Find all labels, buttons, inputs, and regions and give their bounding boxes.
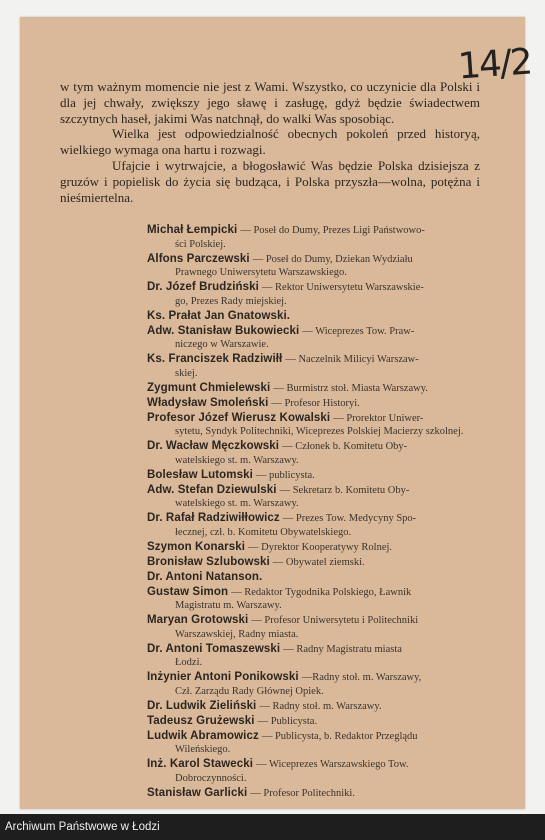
signatory-description: — Profesor Historyi. — [271, 397, 360, 409]
signatory-description: — Burmistrz stoł. Miasta Warszawy. — [273, 382, 428, 394]
signatory-name: Władysław Smoleński — [147, 396, 269, 409]
signatory-description: — Radny stoł. m. Warszawy. — [259, 700, 382, 712]
signatory-description: — Publicysta, b. Redaktor Przeglądu — [261, 730, 418, 742]
signatory-description: — Profesor Politechniki. — [250, 787, 355, 799]
signatory-description-continued: Warszawskiej, Radny miasta. — [175, 628, 299, 640]
signatory-description: — Obywatel ziemski. — [272, 556, 365, 568]
signatory-name: Adw. Stanisław Bukowiecki — [147, 324, 300, 337]
signatory — [147, 757, 487, 785]
signatory — [147, 280, 487, 308]
signatory-name: Dr. Wacław Męczkowski — [147, 440, 280, 452]
signatory-name: Adw. Stefan Dziewulski — [147, 483, 277, 496]
signatory — [147, 352, 487, 380]
signatory-name: Dr. Rafał Radziwiłłowicz — [147, 512, 280, 524]
signatory-name: Dr. Józef Brudziński — [147, 281, 259, 293]
signatory-description: — Członek b. Komitetu Oby- — [282, 441, 408, 452]
signatory-description: — Naczelnik Milicyi Warszaw- — [285, 354, 419, 365]
intro-paragraph: Ufajcie i wytrwajcie, a błogosławić Was będzie Polska dzisiejsza z gruzów i popielisk do życia się budząca, i Polska przyszła—wolna, potężna i nieśmiertelna. — [60, 157, 480, 205]
signatory — [147, 252, 487, 280]
signatory — [147, 613, 487, 641]
signatory-name: Stanisław Garlicki — [147, 786, 248, 799]
signatory-name: Tadeusz Grużewski — [147, 714, 255, 727]
signatory-description: — Redaktor Tygodnika Polskiego, Ławnik — [231, 586, 412, 598]
signatory-description-continued: niczego w Warszawie. — [175, 339, 269, 350]
signatory — [147, 714, 487, 729]
signatory-name: Dr. Ludwik Zieliński — [147, 699, 257, 712]
signatory-name: Inż. Karol Stawecki — [147, 758, 254, 770]
signatory — [147, 540, 487, 555]
signatory-name: Maryan Grotowski — [147, 614, 249, 626]
signatories-list — [147, 223, 487, 801]
signatory — [147, 411, 487, 439]
signatory — [147, 324, 487, 352]
signatory-description: — Dyrektor Kooperatywy Rolnej. — [248, 541, 393, 553]
signatory-description-continued: go, Prezes Rady miejskiej. — [175, 295, 287, 307]
signatory — [147, 786, 487, 801]
signatory-description: — Prorektor Uniwer- — [333, 412, 424, 424]
signatory-name: Ks. Prałat Jan Gnatowski. — [147, 309, 291, 322]
intro-paragraph: Wielka jest odpowiedzialność obecnych pokoleń przed historyą, wielkiego wymaga ona hartu i rozwagi. — [60, 126, 480, 158]
signatory-description-continued: Prawnego Uniwersytetu Warszawskiego. — [175, 267, 347, 278]
signatory — [147, 642, 487, 670]
signatory — [147, 483, 487, 511]
signatory-description-continued: Wileńskiego. — [175, 744, 231, 755]
signatory-name: Bolesław Lutomski — [147, 468, 253, 481]
signatory — [147, 729, 487, 757]
signatory-name: Szymon Konarski — [147, 540, 245, 553]
signatory — [147, 439, 487, 467]
intro-text — [60, 79, 480, 205]
signatory-name: Bronisław Szlubowski — [147, 555, 270, 568]
signatory-description: — publicysta. — [255, 469, 315, 481]
signatory-description-continued: ści Polskiej. — [175, 238, 226, 250]
signatory-name: Dr. Antoni Natanson. — [147, 570, 263, 583]
archive-footer: Archiwum Państwowe w Łodzi — [0, 814, 545, 840]
signatory-description: —Radny stoł. m. Warszawy, — [301, 672, 422, 683]
signatory-description-continued: Łodzi. — [175, 657, 203, 668]
signatory-name: Profesor Józef Wierusz Kowalski — [147, 411, 331, 424]
signatory — [147, 585, 487, 613]
signatory-name: Michał Łempicki — [147, 224, 238, 236]
signatory — [147, 309, 487, 324]
intro-paragraph: w tym ważnym momencie nie jest z Wami. Wszystko, co uczynicie dla Polski i dla jej chwały, zwiększy jego sławę i zasługę, gdyż będzie świadectwem szczytnych haseł, jakimi Was natchnął, do walki Was sposobiąc. — [60, 79, 480, 126]
signatory-description-continued: watelskiego st. m. Warszawy. — [175, 498, 299, 509]
signatory-description: — Prezes Tow. Medycyny Spo- — [282, 513, 417, 524]
handwritten-page-number: 14/2 — [456, 41, 533, 88]
signatory-description-continued: Dobroczynności. — [175, 772, 247, 784]
signatory-name: Gustaw Simon — [147, 585, 229, 598]
signatory — [147, 468, 487, 483]
signatory — [147, 223, 487, 251]
signatory-description: — Sekretarz b. Komitetu Oby- — [279, 484, 410, 496]
signatory-name: Inżynier Antoni Ponikowski — [147, 671, 299, 683]
signatory — [147, 570, 487, 585]
signatory — [147, 381, 487, 396]
signatory-description: — Poseł do Dumy, Prezes Ligi Państwowo- — [240, 225, 425, 236]
signatory-name: Ludwik Abramowicz — [147, 729, 259, 742]
signatory — [147, 555, 487, 570]
signatory-name: Dr. Antoni Tomaszewski — [147, 642, 281, 655]
signatory-description: — Wiceprezes Tow. Praw- — [302, 325, 415, 337]
signatory-name: Zygmunt Chmielewski — [147, 381, 271, 394]
signatory-description-continued: skiej. — [175, 367, 198, 379]
signatory — [147, 699, 487, 714]
signatory-description: — Radny Magistratu miasta — [283, 643, 402, 655]
signatory-description: — Profesor Uniwersytetu i Politechniki — [251, 615, 419, 626]
signatory — [147, 511, 487, 539]
signatory-description-continued: watelskiego st. m. Warszawy. — [175, 454, 299, 466]
signatory-name: Alfons Parczewski — [147, 252, 250, 265]
signatory-description: — Publicysta. — [257, 715, 318, 727]
signatory-description-continued: sytetu, Syndyk Politechniki, Wiceprezes Polskiej Macierzy szkolnej. — [175, 426, 464, 437]
signatory-description-continued: Magistratu m. Warszawy. — [175, 600, 282, 611]
signatory-description: — Poseł do Dumy, Dziekan Wydziału — [252, 253, 413, 265]
signatory-description-continued: Czł. Zarządu Rady Głównej Opiek. — [175, 685, 324, 697]
signatory-name: Ks. Franciszek Radziwiłł — [147, 353, 283, 365]
signatory — [147, 670, 487, 698]
signatory — [147, 396, 487, 411]
signatory-description-continued: łecznej, czł. b. Komitetu Obywatelskiego. — [175, 526, 352, 538]
signatory-description: — Rektor Uniwersytetu Warszawskie- — [261, 282, 424, 293]
signatory-description: — Wiceprezes Warszawskiego Tow. — [256, 759, 409, 770]
